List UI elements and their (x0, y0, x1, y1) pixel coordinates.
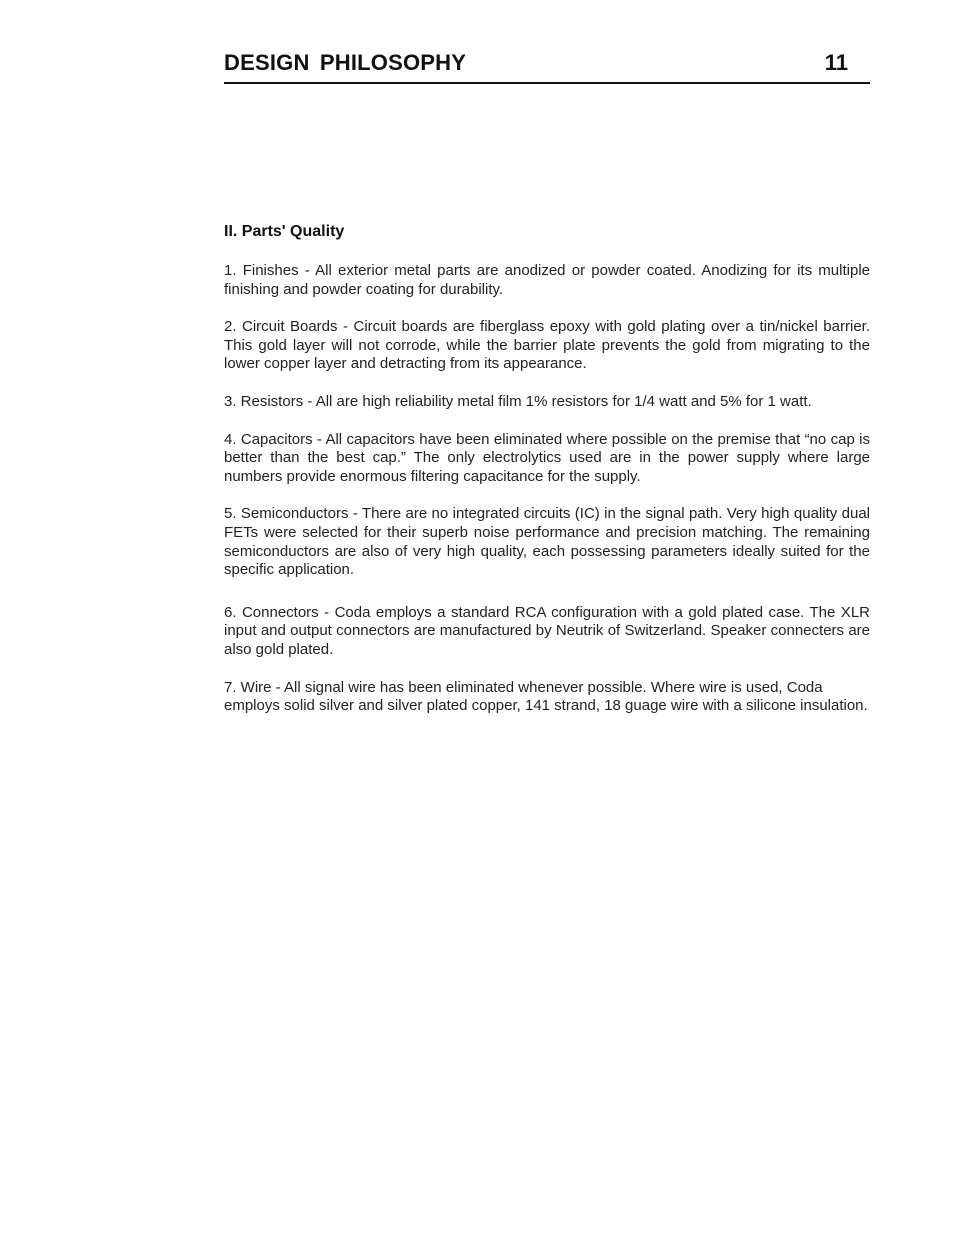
page-number: 11 (824, 50, 848, 75)
page-title: DESIGN PHILOSOPHY (224, 50, 467, 75)
section-heading: II. Parts' Quality (224, 223, 345, 240)
paragraph-capacitors: 4. Capacitors - All capacitors have been eliminated where possible on the premise that “no cap is better than the best cap.” The only electrolytics used are in the power supply where large numbers provide enormous filtering capacitance for the supply. (224, 430, 870, 485)
paragraph-resistors: 3. Resistors - All are high reliability metal film 1% resistors for 1/4 watt and 5% for 1 watt. (224, 392, 812, 410)
paragraph-connectors: 6. Connectors - Coda employs a standard RCA configuration with a gold plated case. The XLR input and output connectors are manufactured by Neutrik of Switzerland. Speaker connecters are also gold plated. (224, 603, 870, 658)
paragraph-semiconductors: 5. Semiconductors - There are no integrated circuits (IC) in the signal path. Very high quality dual FETs were selected for their superb noise performance and precision matching. The remaining semiconductors are also of very high quality, each possessing parameters ideally suited for the specific application. (224, 505, 870, 579)
paragraph-finishes: 1. Finishes - All exterior metal parts are anodized or powder coated. Anodizing for its multiple finishing and powder coating for durability. (224, 262, 870, 298)
page-header (224, 48, 870, 84)
paragraph-circuit-boards: 2. Circuit Boards - Circuit boards are fiberglass epoxy with gold plating over a tin/nickel barrier. This gold layer will not corrode, while the barrier plate prevents the gold from migrating to the lower copper layer and detracting from its appearance. (224, 318, 870, 373)
paragraph-wire: 7. Wire - All signal wire has been eliminated whenever possible. Where wire is used, Coda employs solid silver and silver plated copper, 141 strand, 18 guage wire with a silicone insulation. (224, 678, 868, 715)
section-body (224, 222, 870, 735)
